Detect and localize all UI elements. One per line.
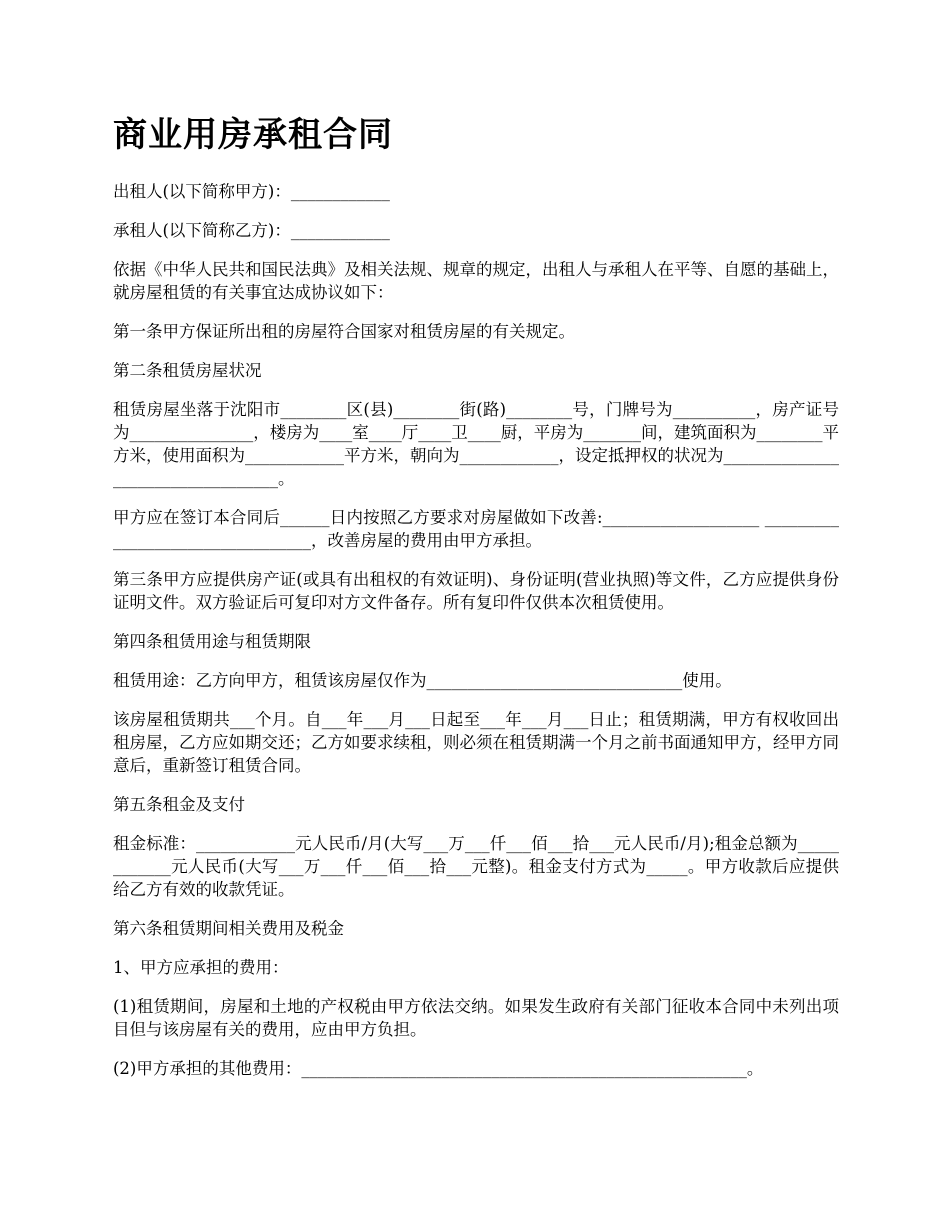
rent-paragraph: 租金标准：____________元人民币/月(大写___万___仟___佰___拾___元人民币/月);租金总额为____________元人民币(大写___万___仟___佰___拾___元整)。租金支付方式为_____。甲方收款后应提供给乙方有效的收款凭证。 bbox=[113, 834, 839, 899]
lessor-fees-item-1: (1)租赁期间，房屋和土地的产权税由甲方依法交纳。如果发生政府有关部门征收本合同中未列出项目但与该房屋有关的费用，应由甲方负担。 bbox=[113, 997, 839, 1039]
article-3: 第三条甲方应提供房产证(或具有出租权的有效证明)、身份证明(营业执照)等文件，乙方应提供身份证明文件。双方验证后可复印对方文件备存。所有复印件仅供本次租赁使用。 bbox=[113, 570, 839, 612]
lease-term-paragraph: 该房屋租赁期共___个月。自___年___月___日起至___年___月___日止；租赁期满，甲方有权收回出租房屋，乙方应如期交还；乙方如要求续租，则必须在租赁期满一个月之前书面通知甲方，经甲方同意后，重新签订租赁合同。 bbox=[113, 710, 839, 775]
usage-paragraph: 租赁用途：乙方向甲方，租赁该房屋仅作为_______________________________使用。 bbox=[113, 671, 732, 690]
article-5-heading: 第五条租金及支付 bbox=[113, 795, 245, 814]
lessee-line: 承租人(以下简称乙方)：____________ bbox=[113, 221, 390, 240]
article-6-heading: 第六条租赁期间相关费用及税金 bbox=[113, 919, 344, 938]
contract-page bbox=[113, 112, 839, 1096]
lessor-fees-item-2: (2)甲方承担的其他费用：______________________________________________________。 bbox=[113, 1059, 764, 1078]
improvement-paragraph: 甲方应在签订本合同后______日内按照乙方要求对房屋做如下改善:___________________ _________________________________，改善房屋的费用由甲方承担。 bbox=[113, 508, 839, 550]
article-1: 第一条甲方保证所出租的房屋符合国家对租赁房屋的有关规定。 bbox=[113, 322, 575, 341]
lessor-line: 出租人(以下简称甲方)：____________ bbox=[113, 182, 390, 201]
preamble-paragraph: 依据《中华人民共和国民法典》及相关法规、规章的规定，出租人与承租人在平等、自愿的基础上，就房屋租赁的有关事宜达成协议如下： bbox=[113, 260, 839, 302]
article-4-heading: 第四条租赁用途与租赁期限 bbox=[113, 632, 311, 651]
article-2-heading: 第二条租赁房屋状况 bbox=[113, 361, 262, 380]
property-details-paragraph: 租赁房屋坐落于沈阳市________区(县)________街(路)________号，门牌号为__________，房产证号为_______________，楼房为____室____厅____卫____厨，平房为_______间，建筑面积为________平方米，使用面积为____________平方米，朝向为____________，设定抵押权的状况为__________________________________。 bbox=[113, 400, 839, 488]
lessor-fees-heading: 1、甲方应承担的费用： bbox=[113, 958, 289, 977]
document-title: 商业用房承租合同 bbox=[113, 115, 393, 155]
